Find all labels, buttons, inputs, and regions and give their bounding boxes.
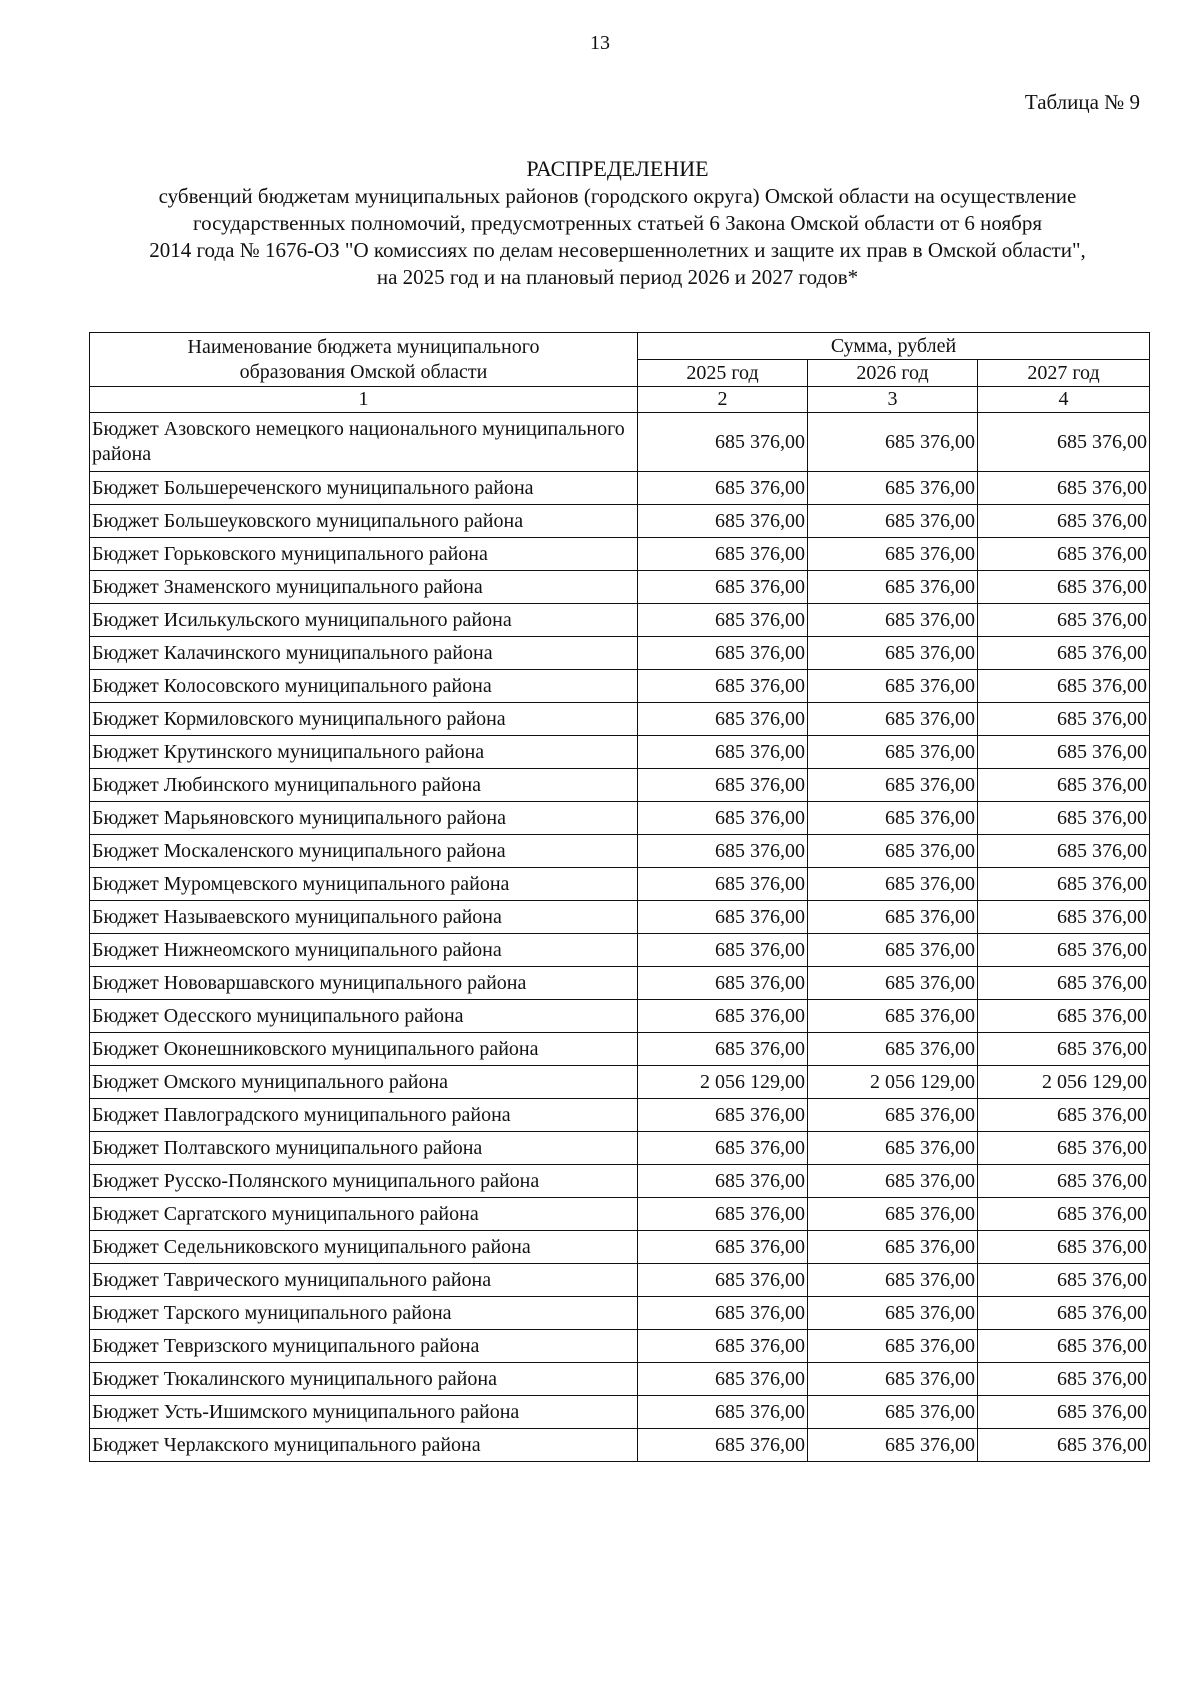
amount-2026-cell: 685 376,00: [808, 472, 978, 505]
table-row: [90, 703, 1150, 736]
table-row: [90, 901, 1150, 934]
column-index-2: 2: [638, 387, 808, 413]
amount-2027-cell: 685 376,00: [978, 1231, 1150, 1264]
distribution-table-wrapper: [89, 332, 1149, 1462]
amount-2026-cell: 685 376,00: [808, 538, 978, 571]
table-row: [90, 1000, 1150, 1033]
table-row: [90, 1198, 1150, 1231]
budget-name-cell: Бюджет Оконешниковского муниципального района: [90, 1033, 638, 1066]
amount-2026-cell: 685 376,00: [808, 1099, 978, 1132]
table-row: [90, 802, 1150, 835]
amount-2025-cell: 685 376,00: [638, 802, 808, 835]
amount-2025-cell: 685 376,00: [638, 1231, 808, 1264]
amount-2027-cell: 685 376,00: [978, 1099, 1150, 1132]
budget-name-cell: Бюджет Тевризского муниципального района: [90, 1330, 638, 1363]
amount-2027-cell: 685 376,00: [978, 1165, 1150, 1198]
distribution-table: [89, 332, 1150, 1462]
amount-2025-cell: 685 376,00: [638, 1132, 808, 1165]
budget-name-cell: Бюджет Нижнеомского муниципального района: [90, 934, 638, 967]
amount-2026-cell: 2 056 129,00: [808, 1066, 978, 1099]
amount-2027-cell: 685 376,00: [978, 1396, 1150, 1429]
amount-2027-cell: 685 376,00: [978, 1429, 1150, 1462]
page-number: 13: [590, 32, 610, 54]
budget-name-cell: Бюджет Тюкалинского муниципального района: [90, 1363, 638, 1396]
amount-2027-cell: 685 376,00: [978, 736, 1150, 769]
amount-2025-cell: 685 376,00: [638, 413, 808, 472]
amount-2026-cell: 685 376,00: [808, 571, 978, 604]
amount-2026-cell: 685 376,00: [808, 413, 978, 472]
amount-2027-cell: 685 376,00: [978, 472, 1150, 505]
table-row: [90, 505, 1150, 538]
amount-2025-cell: 685 376,00: [638, 604, 808, 637]
amount-2027-cell: 685 376,00: [978, 1033, 1150, 1066]
table-row: [90, 1165, 1150, 1198]
table-row: [90, 1132, 1150, 1165]
table-row: [90, 1099, 1150, 1132]
amount-2026-cell: 685 376,00: [808, 967, 978, 1000]
budget-name-cell: Бюджет Любинского муниципального района: [90, 769, 638, 802]
amount-2025-cell: 685 376,00: [638, 1330, 808, 1363]
amount-2025-cell: 685 376,00: [638, 1165, 808, 1198]
amount-2025-cell: 685 376,00: [638, 1000, 808, 1033]
budget-name-cell: Бюджет Горьковского муниципального района: [90, 538, 638, 571]
amount-2026-cell: 685 376,00: [808, 1363, 978, 1396]
amount-2025-cell: 685 376,00: [638, 934, 808, 967]
amount-2027-cell: 685 376,00: [978, 934, 1150, 967]
budget-name-cell: Бюджет Знаменского муниципального района: [90, 571, 638, 604]
table-row: [90, 670, 1150, 703]
budget-name-cell: Бюджет Кормиловского муниципального района: [90, 703, 638, 736]
amount-2027-cell: 685 376,00: [978, 604, 1150, 637]
header-year-2025: 2025 год: [638, 360, 808, 387]
header-sum: Сумма, рублей: [638, 333, 1150, 360]
budget-name-cell: Бюджет Омского муниципального района: [90, 1066, 638, 1099]
amount-2025-cell: 685 376,00: [638, 1297, 808, 1330]
table-row: [90, 835, 1150, 868]
table-row: [90, 571, 1150, 604]
amount-2025-cell: 685 376,00: [638, 571, 808, 604]
amount-2027-cell: 685 376,00: [978, 901, 1150, 934]
budget-name-cell: Бюджет Крутинского муниципального района: [90, 736, 638, 769]
amount-2025-cell: 2 056 129,00: [638, 1066, 808, 1099]
budget-name-cell: Бюджет Калачинского муниципального района: [90, 637, 638, 670]
table-row: [90, 934, 1150, 967]
amount-2025-cell: 685 376,00: [638, 505, 808, 538]
header-year-2026: 2026 год: [808, 360, 978, 387]
amount-2027-cell: 685 376,00: [978, 1198, 1150, 1231]
amount-2025-cell: 685 376,00: [638, 1099, 808, 1132]
budget-name-cell: Бюджет Большереченского муниципального района: [90, 472, 638, 505]
amount-2026-cell: 685 376,00: [808, 703, 978, 736]
title-line-3: 2014 года № 1676-ОЗ "О комиссиях по делам несовершеннолетних и защите их прав в Омской области",: [149, 238, 1086, 262]
table-row: [90, 1264, 1150, 1297]
budget-name-cell: Бюджет Москаленского муниципального района: [90, 835, 638, 868]
amount-2026-cell: 685 376,00: [808, 1231, 978, 1264]
amount-2025-cell: 685 376,00: [638, 1363, 808, 1396]
amount-2026-cell: 685 376,00: [808, 1297, 978, 1330]
amount-2025-cell: 685 376,00: [638, 538, 808, 571]
amount-2025-cell: 685 376,00: [638, 868, 808, 901]
column-index-3: 3: [808, 387, 978, 413]
amount-2026-cell: 685 376,00: [808, 1000, 978, 1033]
column-index-1: 1: [90, 387, 638, 413]
amount-2025-cell: 685 376,00: [638, 472, 808, 505]
amount-2027-cell: 685 376,00: [978, 802, 1150, 835]
table-row: [90, 1297, 1150, 1330]
amount-2026-cell: 685 376,00: [808, 1330, 978, 1363]
amount-2026-cell: 685 376,00: [808, 1396, 978, 1429]
amount-2026-cell: 685 376,00: [808, 1033, 978, 1066]
title-line-4: на 2025 год и на плановый период 2026 и 2027 годов*: [376, 265, 859, 289]
amount-2026-cell: 685 376,00: [808, 1132, 978, 1165]
header-budget-name-line-1: Наименование бюджета муниципального: [187, 335, 540, 358]
budget-name-cell: Бюджет Павлоградского муниципального района: [90, 1099, 638, 1132]
amount-2027-cell: 685 376,00: [978, 1297, 1150, 1330]
title-line-2: государственных полномочий, предусмотренных статьей 6 Закона Омской области от 6 ноября: [193, 211, 1042, 235]
table-row: [90, 637, 1150, 670]
amount-2026-cell: 685 376,00: [808, 802, 978, 835]
budget-name-cell: Бюджет Азовского немецкого национального муниципального района: [90, 413, 638, 472]
amount-2026-cell: 685 376,00: [808, 901, 978, 934]
amount-2027-cell: 685 376,00: [978, 413, 1150, 472]
header-year-2027: 2027 год: [978, 360, 1150, 387]
amount-2025-cell: 685 376,00: [638, 901, 808, 934]
budget-name-cell: Бюджет Муромцевского муниципального района: [90, 868, 638, 901]
amount-2027-cell: 685 376,00: [978, 571, 1150, 604]
amount-2027-cell: 685 376,00: [978, 1330, 1150, 1363]
amount-2025-cell: 685 376,00: [638, 1198, 808, 1231]
budget-name-cell: Бюджет Черлакского муниципального района: [90, 1429, 638, 1462]
amount-2027-cell: 685 376,00: [978, 637, 1150, 670]
amount-2027-cell: 685 376,00: [978, 1132, 1150, 1165]
amount-2027-cell: 685 376,00: [978, 703, 1150, 736]
amount-2026-cell: 685 376,00: [808, 835, 978, 868]
amount-2027-cell: 685 376,00: [978, 1264, 1150, 1297]
header-budget-name-line-2: образования Омской области: [239, 360, 488, 383]
table-row: [90, 967, 1150, 1000]
amount-2025-cell: 685 376,00: [638, 637, 808, 670]
budget-name-cell: Бюджет Тарского муниципального района: [90, 1297, 638, 1330]
amount-2026-cell: 685 376,00: [808, 604, 978, 637]
table-row: [90, 769, 1150, 802]
budget-name-cell: Бюджет Нововаршавского муниципального района: [90, 967, 638, 1000]
amount-2026-cell: 685 376,00: [808, 670, 978, 703]
table-row: [90, 1033, 1150, 1066]
amount-2025-cell: 685 376,00: [638, 967, 808, 1000]
budget-name-cell: Бюджет Одесского муниципального района: [90, 1000, 638, 1033]
budget-name-cell: Бюджет Называевского муниципального района: [90, 901, 638, 934]
budget-name-cell: Бюджет Полтавского муниципального района: [90, 1132, 638, 1165]
budget-name-cell: Бюджет Седельниковского муниципального района: [90, 1231, 638, 1264]
amount-2026-cell: 685 376,00: [808, 736, 978, 769]
budget-name-cell: Бюджет Исилькульского муниципального района: [90, 604, 638, 637]
amount-2025-cell: 685 376,00: [638, 769, 808, 802]
amount-2025-cell: 685 376,00: [638, 703, 808, 736]
amount-2027-cell: 685 376,00: [978, 538, 1150, 571]
amount-2026-cell: 685 376,00: [808, 1429, 978, 1462]
document-title: [60, 154, 1175, 291]
amount-2025-cell: 685 376,00: [638, 1264, 808, 1297]
header-budget-name: [90, 333, 638, 387]
budget-name-cell: Бюджет Русско-Полянского муниципального района: [90, 1165, 638, 1198]
table-row: [90, 538, 1150, 571]
table-row: [90, 604, 1150, 637]
budget-name-cell: Бюджет Большеуковского муниципального района: [90, 505, 638, 538]
amount-2026-cell: 685 376,00: [808, 769, 978, 802]
budget-name-cell: Бюджет Саргатского муниципального района: [90, 1198, 638, 1231]
budget-name-cell: Бюджет Таврического муниципального района: [90, 1264, 638, 1297]
amount-2027-cell: 685 376,00: [978, 868, 1150, 901]
table-row: [90, 1330, 1150, 1363]
table-row: [90, 868, 1150, 901]
column-index-4: 4: [978, 387, 1150, 413]
amount-2026-cell: 685 376,00: [808, 1264, 978, 1297]
budget-name-cell: Бюджет Колосовского муниципального района: [90, 670, 638, 703]
table-row: [90, 1363, 1150, 1396]
amount-2026-cell: 685 376,00: [808, 868, 978, 901]
table-row: [90, 1231, 1150, 1264]
amount-2027-cell: 685 376,00: [978, 1000, 1150, 1033]
title-line-1: субвенций бюджетам муниципальных районов (городского округа) Омской области на осуществление: [158, 184, 1077, 208]
amount-2025-cell: 685 376,00: [638, 670, 808, 703]
table-row: [90, 413, 1150, 472]
budget-name-cell: Бюджет Марьяновского муниципального района: [90, 802, 638, 835]
table-row: [90, 1429, 1150, 1462]
table-row: [90, 1396, 1150, 1429]
table-row: [90, 1066, 1150, 1099]
table-body: [90, 413, 1150, 1462]
amount-2026-cell: 685 376,00: [808, 505, 978, 538]
amount-2025-cell: 685 376,00: [638, 835, 808, 868]
table-row: [90, 736, 1150, 769]
amount-2025-cell: 685 376,00: [638, 1396, 808, 1429]
amount-2025-cell: 685 376,00: [638, 1429, 808, 1462]
amount-2026-cell: 685 376,00: [808, 1165, 978, 1198]
amount-2027-cell: 685 376,00: [978, 967, 1150, 1000]
amount-2027-cell: 685 376,00: [978, 1363, 1150, 1396]
table-label: Таблица № 9: [1024, 90, 1140, 114]
amount-2025-cell: 685 376,00: [638, 736, 808, 769]
budget-name-cell: Бюджет Усть-Ишимского муниципального района: [90, 1396, 638, 1429]
amount-2026-cell: 685 376,00: [808, 637, 978, 670]
amount-2026-cell: 685 376,00: [808, 1198, 978, 1231]
amount-2026-cell: 685 376,00: [808, 934, 978, 967]
amount-2027-cell: 685 376,00: [978, 505, 1150, 538]
amount-2025-cell: 685 376,00: [638, 1033, 808, 1066]
amount-2027-cell: 685 376,00: [978, 769, 1150, 802]
amount-2027-cell: 685 376,00: [978, 670, 1150, 703]
title-heading: РАСПРЕДЕЛЕНИЕ: [526, 156, 709, 181]
table-row: [90, 472, 1150, 505]
amount-2027-cell: 2 056 129,00: [978, 1066, 1150, 1099]
amount-2027-cell: 685 376,00: [978, 835, 1150, 868]
